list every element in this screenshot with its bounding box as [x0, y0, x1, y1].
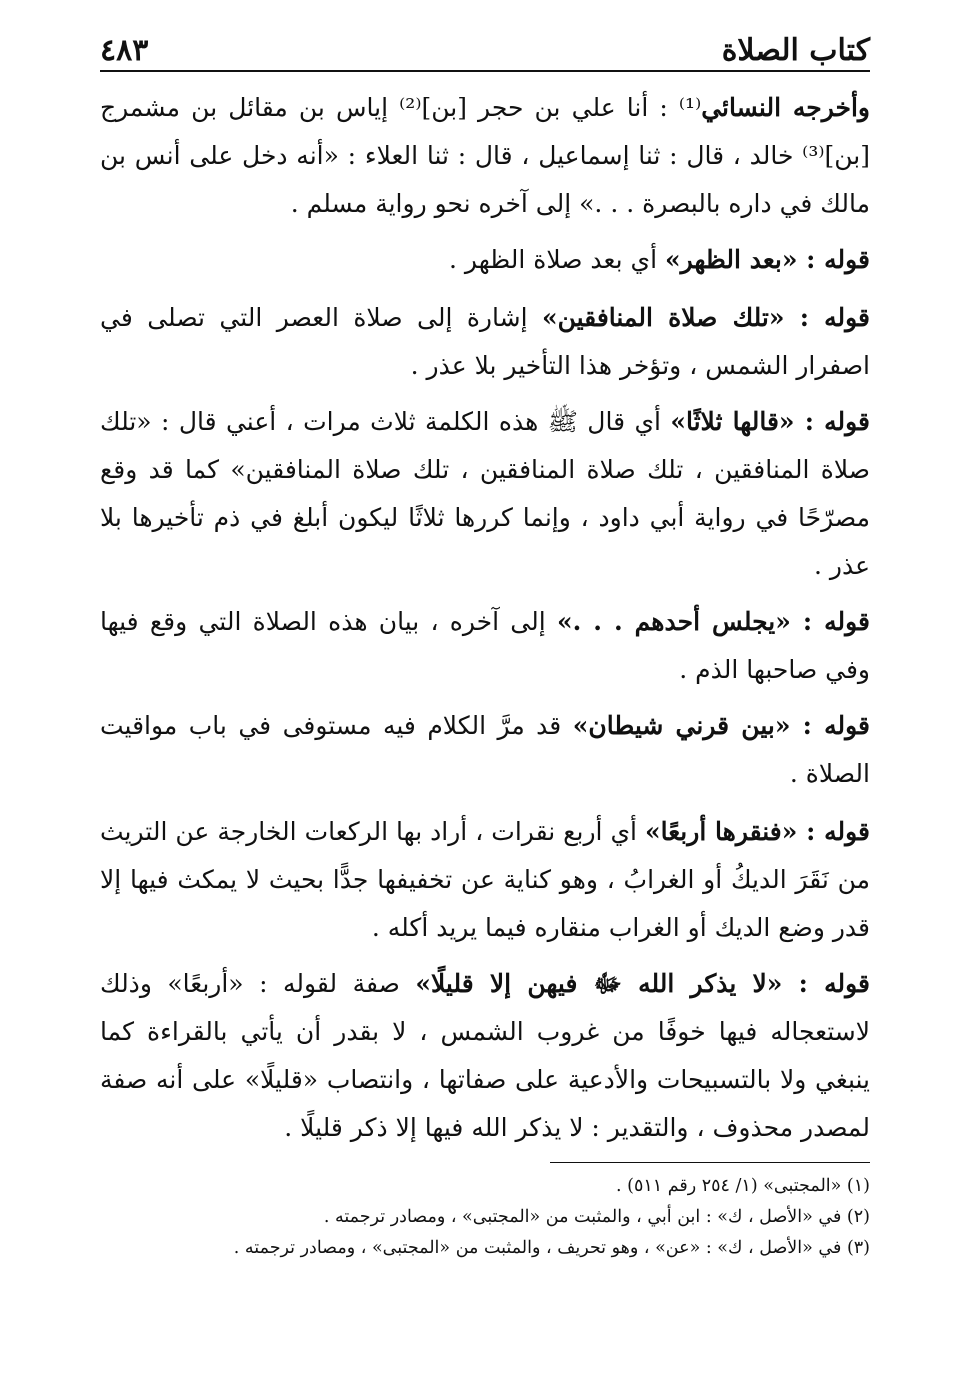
main-text — [100, 84, 870, 1152]
paragraph-text: أي قال ﷺ هذه الكلمة ثلاث مرات ، أعني قال : «تلك صلاة المنافقين ، تلك صلاة المنافقين ، تلك صلاة المنافقين» كما قد وقع مصرّحًا في رواية أبي داود ، وإنما كررها ثلاثًا ليكون أبلغ في ذم تأخيرها بلا عذر . — [100, 407, 870, 580]
paragraph-lead: قوله : «يجلس أحدهم . . .» — [556, 607, 870, 636]
paragraph-lead: قوله : «تلك صلاة المنافقين» — [541, 303, 870, 332]
document-page — [100, 22, 870, 1264]
footnote: (٢) في «الأصل ، ك» : ابن أبي ، والمثبت من «المجتبى» ، ومصادر ترجمته . — [323, 1207, 870, 1227]
paragraph-text: قد مرَّ الكلام فيه مستوفى في باب مواقيت الصلاة . — [100, 711, 870, 788]
paragraph-text: إلى آخره ، بيان هذه الصلاة التي وقع فيها وفي صاحبها الذم . — [100, 607, 870, 684]
chapter-title: كتاب الصلاة — [721, 33, 870, 68]
footnote-divider — [550, 1162, 870, 1163]
paragraph — [100, 702, 870, 798]
footnote: (٣) في «الأصل ، ك» : «عن» ، وهو تحريف ، والمثبت من «المجتبى» ، ومصادر ترجمته . — [233, 1238, 870, 1258]
paragraph-lead: قوله : «فنقرها أربعًا» — [644, 817, 870, 846]
page-number: ٤٨٣ — [100, 33, 149, 68]
paragraph — [100, 808, 870, 952]
paragraph-lead: قوله : «لا يذكر الله ﷻ فيهن إلا قليلًا» — [415, 969, 870, 998]
footnotes — [100, 1171, 870, 1264]
paragraph — [100, 398, 870, 590]
paragraph-text: أي بعد صلاة الظهر . — [449, 245, 665, 274]
paragraph-text: أي أربع نقرات ، أراد بها الركعات الخارجة عن التريث من نَقَرَ الديكُ أو الغرابُ ، وهو كناية عن تخفيفها جدًّا بحيث لا يمكث فيها إلا قدر وضع الديك أو الغراب منقاره فيما يريد أكله . — [100, 817, 870, 942]
paragraph-lead: قوله : «بين قرني شيطان» — [572, 711, 870, 740]
paragraph-lead: قوله : «قالها ثلاثًا» — [670, 407, 870, 436]
running-header — [100, 22, 870, 72]
paragraph — [100, 598, 870, 694]
paragraph-lead: وأخرجه النسائي — [701, 93, 871, 122]
paragraph-text: إشارة إلى صلاة العصر التي تصلى في اصفرار الشمس ، وتؤخر هذا التأخير بلا عذر . — [100, 303, 870, 380]
paragraph — [100, 294, 870, 390]
paragraph-lead: قوله : «بعد الظهر» — [664, 245, 870, 274]
paragraph — [100, 84, 870, 228]
paragraph-text: ⁽¹⁾ : أنا علي بن حجر [بن]⁽²⁾ إياس بن مقائل بن مشمرج [بن]⁽³⁾ خالد ، قال : ثنا إسماعيل ، قال : ثنا العلاء : «أنه دخل على أنس بن مالك في داره بالبصرة . . .» إلى آخره نحو رواية مسلم . — [100, 93, 870, 218]
paragraph — [100, 960, 870, 1152]
paragraph-text: صفة لقوله : «أربعًا» وذلك لاستعجاله فيها خوفًا من غروب الشمس ، لا بقدر أن يأتي بالقراءة كما ينبغي ولا بالتسبيحات والأدعية على صفاتها ، وانتصاب «قليلًا» على أنه صفة لمصدر محذوف ، والتقدير : لا يذكر الله فيها إلا ذكر قليلًا . — [100, 969, 870, 1142]
paragraph — [100, 236, 870, 284]
footnote: (١) «المجتبى» (١/ ٢٥٤ رقم ٥١١) . — [615, 1176, 870, 1196]
